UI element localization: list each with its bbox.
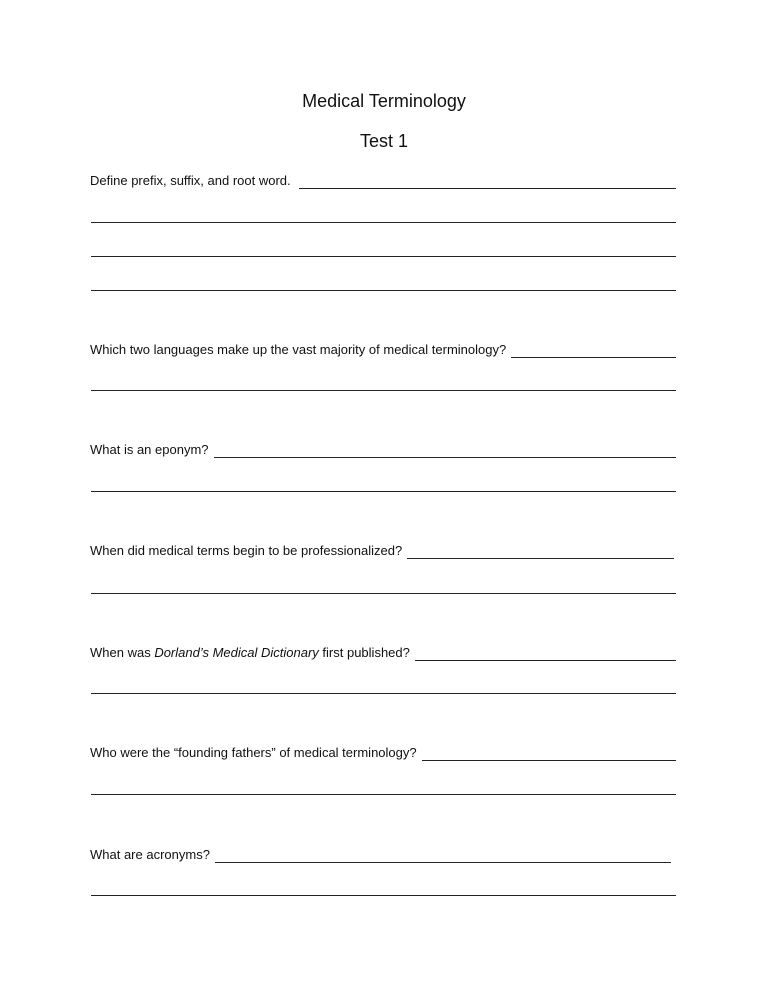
answer-line-4b[interactable]: [91, 593, 676, 594]
question-6: [90, 745, 676, 761]
question-5: [90, 645, 676, 661]
answer-line-1d[interactable]: [91, 290, 676, 291]
answer-line-2[interactable]: [511, 344, 676, 358]
question-5-text-after: first published?: [318, 645, 410, 660]
answer-line-4[interactable]: [407, 545, 674, 559]
page-title: Medical Terminology: [302, 91, 466, 111]
answer-line-6b[interactable]: [91, 794, 676, 795]
question-2: [90, 342, 676, 358]
answer-line-1[interactable]: [299, 175, 676, 189]
question-4: [90, 543, 676, 559]
dictionary-title: Dorland’s Medical Dictionary: [154, 645, 319, 660]
answer-line-1b[interactable]: [91, 222, 676, 223]
answer-line-5[interactable]: [415, 647, 676, 661]
answer-line-7[interactable]: [215, 849, 671, 863]
question-4-text: When did medical terms begin to be professionalized?: [90, 543, 403, 558]
question-1: [90, 173, 676, 189]
page-subtitle: Test 1: [359, 131, 409, 151]
question-3-text: What is an eponym?: [90, 442, 209, 457]
answer-line-3[interactable]: [214, 444, 676, 458]
answer-line-1c[interactable]: [91, 256, 676, 257]
question-7: [90, 847, 676, 863]
answer-line-3b[interactable]: [91, 491, 676, 492]
answer-line-5b[interactable]: [91, 693, 676, 694]
question-5-text-before: When was: [90, 645, 155, 660]
question-1-text: Define prefix, suffix, and root word.: [90, 173, 291, 188]
question-5-text: [90, 645, 410, 661]
answer-line-6[interactable]: [422, 747, 676, 761]
question-6-text: Who were the “founding fathers” of medical terminology?: [90, 745, 417, 760]
question-3: [90, 442, 676, 458]
answer-line-7b[interactable]: [91, 895, 676, 896]
answer-line-2b[interactable]: [91, 390, 676, 391]
question-7-text: What are acronyms?: [90, 847, 210, 862]
question-2-text: Which two languages make up the vast majority of medical terminology?: [90, 342, 507, 357]
